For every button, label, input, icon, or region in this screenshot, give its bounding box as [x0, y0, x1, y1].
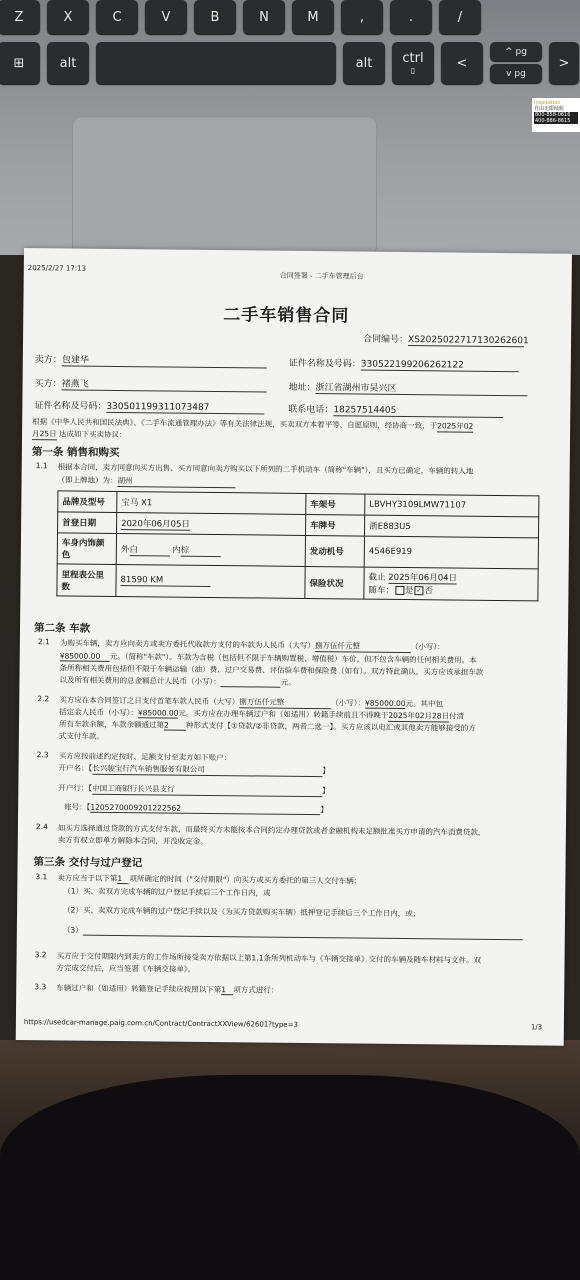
key-comma: ,	[341, 0, 383, 34]
sticker-label: Inspiration 自由无限续航 800-858-0616 400-886-8615	[532, 98, 580, 132]
trackpad	[72, 116, 377, 256]
key-left-arrow: <	[441, 42, 483, 84]
key-space	[96, 42, 336, 84]
page-title: 二手车销售合同	[223, 305, 350, 327]
key-slash: /	[439, 0, 481, 34]
clause-1-1-num: 1.1	[35, 461, 48, 471]
page-number: 1/3	[530, 1023, 543, 1032]
clause-3-3-line1: 车辆过户和（如适用）转籍登记手续应按照以下第1 项方式进行：	[56, 983, 279, 995]
clause-3-2-line2: 方完成交付后，应当签署《车辆交接单》。	[56, 963, 196, 974]
engine-label: 发动机号	[305, 535, 364, 567]
clause-2-2-line2: 括定金人民币（小写）：¥85000.00元。买方应在办理车辆过户和（如适用）转籍手续前且不得晚于2025年02月28日付清	[59, 707, 465, 721]
key-v: V	[145, 0, 187, 34]
vin-label: 车架号	[306, 493, 365, 515]
key-up-arrow: ^ pg	[490, 42, 542, 61]
vin-value: LBVHY3109LMW71107	[365, 494, 539, 517]
buyer-row: 买方：褚燕飞	[35, 376, 267, 392]
vehicle-info-table	[56, 490, 539, 601]
clause-2-1-num: 2.1	[37, 637, 50, 647]
clause-1-1-line2: （即上牌地）为：湖州	[58, 474, 236, 488]
clause-3-1-item3: （3）	[63, 924, 523, 940]
key-right-arrow: >	[549, 42, 579, 84]
key-x: X	[47, 0, 89, 34]
clause-2-1-line1: 为购买车辆，卖方应向卖方或卖方委托代收款方支付的车款为人民币（大写）捌万伍仟元整 （小写）：	[59, 638, 445, 652]
key-b: B	[194, 0, 236, 34]
preamble-line1: 根据《中华人民共和国民法典》、《二手车流通管理办法》等有关法律法规，买卖双方本着平等、自愿原则，经协商一致，于2025年02	[32, 417, 474, 431]
clause-2-1-line3: 条所称相关费用包括但不限于车辆运输（油）费、过户交易费、评估验车费和保险费（如有）。双方特此确认，买方应该承担车款	[59, 663, 484, 677]
key-z: Z	[0, 0, 40, 34]
insurance-value: 截止 2025年06月04日 随车： 是 ✓ 否	[364, 567, 538, 601]
clause-3-3-num: 3.3	[34, 982, 47, 992]
clause-3-1-line1: 卖方应当于以下第1 项所确定的时间（"交付期限"）向买方或买方委托的第三人交付车辆：	[57, 873, 362, 886]
clause-3-2-line1: 买方应于交付期限内到卖方的工作场所接受卖方依据以上第1.1条所列机动车与《车辆交接单》交付的车辆及随车材料与文件。双	[56, 951, 482, 965]
key-period: .	[390, 0, 432, 34]
address-row: 地址：浙江省湖州市吴兴区	[288, 380, 527, 397]
section-1-heading: 第一条 销售和购买	[31, 446, 120, 460]
key-ctrl: ctrl ▯	[392, 42, 434, 84]
checkbox-no: ✓	[416, 587, 422, 595]
seller-id-row: 证件名称及号码：330522199206262122	[289, 356, 519, 372]
clause-3-1-item2: （2）买、卖双方完成车辆的过户登记手续以及（为买方贷款购买车辆）抵押登记手续后三个工作日内，或；	[63, 905, 421, 919]
phone-row: 联系电话：18257514405	[288, 402, 503, 418]
plate-value: 浙E883U5	[365, 515, 539, 538]
color-label: 车身内饰颜色	[57, 533, 116, 565]
bank-name: 开户行：【中国工商银行长兴县支行 】	[58, 783, 330, 796]
clause-2-4-num: 2.4	[35, 822, 48, 832]
clause-2-2-line3: 所有车款余额，车款余额通过第2 种形式支付【①贷款/②非贷款，两者二选一】。买方应该以电汇或其他卖方能够接受的方	[58, 719, 476, 733]
clause-2-4-line2: 卖方有权立即单方解除本合同，并没收定金。	[57, 835, 208, 846]
dark-fabric	[0, 1075, 580, 1280]
account-name: 开户名：【长兴骏宝行汽车销售服务有限公司 】	[58, 763, 330, 776]
reg-date-value: 2020年06月05日	[117, 512, 306, 535]
clause-2-2-num: 2.2	[37, 694, 50, 704]
clause-2-1-line2: ¥85000.00 元。（简称"车款"）。车款为含税（包括但不限于车辆购置税、增值税）车价，但不包含车辆的任何相关费用。本	[59, 651, 477, 665]
clause-2-1-line4: 以及所有相关费用的总金额总计人民币（小写）： 元。	[59, 675, 296, 687]
clause-2-3-num: 2.3	[36, 750, 49, 760]
color-value: 外白 内棕	[116, 533, 305, 566]
reg-date-label: 首登日期	[58, 512, 117, 534]
print-date: 2025/2/27 17:13	[27, 264, 87, 273]
checkbox-yes	[395, 586, 404, 595]
clause-2-2-line4: 式支付车款。	[58, 731, 104, 741]
windows-key-icon: ⊞	[0, 42, 40, 84]
footer-url: https://usedcar-manage.paig.com.cn/Contract/ContractXXView/62601?type=3	[23, 1018, 298, 1029]
mileage-value: 81590 KM	[116, 564, 305, 598]
insurance-label: 保险状况	[305, 566, 364, 599]
clause-3-1-num: 3.1	[35, 872, 48, 882]
contract-number: 合同编号：XS2025022717130262601	[363, 334, 529, 347]
buyer-id-row: 证件名称及号码：330501199311073487	[34, 398, 264, 414]
key-down-arrow: v pg	[490, 64, 542, 83]
key-alt-left: alt	[47, 42, 89, 84]
section-2-heading: 第二条 车款	[33, 622, 91, 635]
clause-1-1-line1: 根据本合同，卖方同意向买方出售、买方同意向卖方购买以下所列的二手机动车（简称"车辆"），且买方已确定，车辆的转入地	[57, 462, 474, 476]
clause-2-4-line1: 如买方选择通过贷款的方式支付车款，而最终买方未能按本合同约定办理贷款或者金融机构未足额批准买方申请的汽车消费贷款，	[57, 823, 486, 837]
brand-label: 品牌及型号	[58, 491, 117, 513]
key-n: N	[243, 0, 285, 34]
clause-3-2-num: 3.2	[34, 950, 47, 960]
brand-value: 宝马 X1	[117, 491, 306, 514]
account-number: 账号：【1205270009201222562 】	[64, 802, 328, 815]
clause-3-1-item1: （1）买、卖双方完成车辆的过户登记手续后三个工作日内，或	[63, 886, 271, 898]
engine-value: 4546E919	[364, 536, 538, 569]
section-3-heading: 第三条 交付与过户登记	[33, 856, 143, 870]
mileage-label: 里程表公里数	[57, 564, 116, 597]
seller-row: 卖方：包建华	[35, 352, 267, 368]
clause-2-2-line1: 买方应在本合同签订之日支付首笔车款人民币（大写）捌万伍仟元整 （小写）：¥85000.00元。其中包	[59, 695, 444, 709]
key-c: C	[96, 0, 138, 34]
preamble-line2: 月25日 达成如下买卖协议：	[32, 429, 127, 440]
plate-label: 车牌号	[306, 514, 365, 536]
key-alt-right: alt	[343, 42, 385, 84]
laptop-keyboard	[0, 0, 580, 255]
clause-2-3-line1: 买方应按前述约定按时、足额支付至卖方如下账户：	[58, 751, 232, 763]
contract-paper	[16, 248, 572, 1046]
key-m: M	[292, 0, 334, 34]
page-header: 合同签署 - 二手车管理后台	[279, 271, 364, 281]
